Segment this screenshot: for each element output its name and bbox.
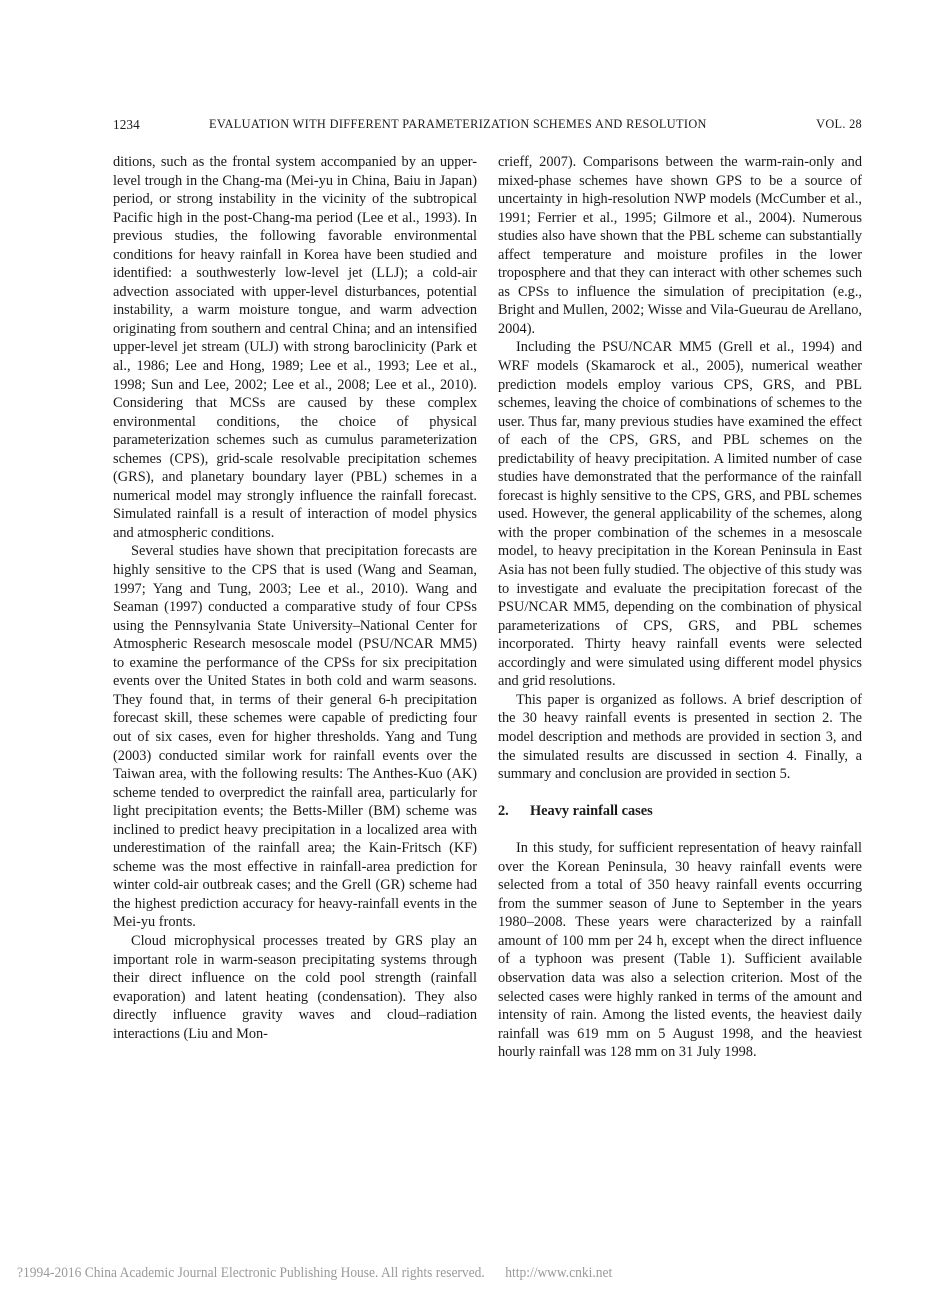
page-number: 1234	[113, 117, 140, 132]
copyright-text: ?1994-2016 China Academic Journal Electronic Publishing House. All rights reserved.	[17, 1265, 485, 1281]
left-column	[113, 153, 477, 1043]
paragraph: Cloud microphysical processes treated by GRS play an important role in warm-season precipitating systems through their direct influence on the cold pool strength (rainfall evaporation) and latent heating (condensation). They also directly influence gravity waves and cloud–radiation interactions (Liu and Mon-	[113, 932, 477, 1042]
paragraph: ditions, such as the frontal system accompanied by an upper-level trough in the Chang-ma (Mei-yu in China, Baiu in Japan) period, or strong instability in the vicinity of the subtropical Pacific high in the post-Chang-ma period (Lee et al., 1993). In previous studies, the following favorable environmental conditions for heavy rainfall in Korea have been studied and identified: a southwesterly low-level jet (LLJ); a cold-air advection associated with upper-level disturbances, potential instability, a warm moisture tongue, and warm advection originating from southern and central China; and an intensified upper-level jet stream (ULJ) with strong baroclinicity (Park et al., 1986; Lee and Hong, 1989; Lee et al., 1993; Lee et al., 1998; Sun and Lee, 2002; Lee et al., 2008; Lee et al., 2010). Considering that MCSs are caused by these complex environmental conditions, the choice of physical parameterization schemes such as cumulus parameterization schemes (CPS), grid-scale resolvable precipitation schemes (GRS), and planetary boundary layer (PBL) schemes in a numerical model may strongly influence the rainfall forecast. Simulated rainfall is a result of interaction of model physics and atmospheric conditions.	[113, 154, 477, 541]
paragraph: In this study, for sufficient representation of heavy rainfall over the Korean Peninsula, 30 heavy rainfall events were selected from a total of 350 heavy rainfall events occurring from the summer season of June to September in the years 1980–2008. These years were characterized by a rainfall amount of 100 mm per 24 h, except when the direct influence of a typhoon was present (Table 1). Sufficient available observation data was also a selection criterion. Most of the selected cases were highly ranked in terms of the amount and intensity of rain. Among the listed events, the heaviest daily rainfall was 619 mm on 5 August 1998, and the heaviest hourly rainfall was 128 mm on 31 July 1998.	[498, 840, 862, 1061]
paragraph: Including the PSU/NCAR MM5 (Grell et al., 1994) and WRF models (Skamarock et al., 2005), numerical weather prediction models employ various CPS, GRS, and PBL schemes, leaving the choice of combinations of schemes to the user. Thus far, many previous studies have examined the effect of each of the CPS, GRS, and PBL schemes on the predictability of heavy precipitation. A limited number of case studies have demonstrated that the performance of the rainfall forecast is highly sensitive to the CPS, GRS, and PBL schemes used. However, the general applicability of the schemes, along with the proper combination of the schemes in a mesoscale model, to heavy precipitation in the Korean Peninsula in East Asia has not been fully studied. The objective of this study was to investigate and evaluate the precipitation forecast of the PSU/NCAR MM5, depending on the combination of physical parameterizations of CPS, GRS, and PBL schemes incorporated. Thirty heavy rainfall events were selected accordingly and were simulated using different model physics and grid resolutions.	[498, 339, 862, 690]
section-heading	[498, 802, 862, 821]
paragraph: This paper is organized as follows. A brief description of the 30 heavy rainfall events is presented in section 2. The model description and methods are provided in section 3, and the simulated results are discussed in section 4. Finally, a summary and conclusion are provided in section 5.	[498, 691, 862, 783]
paragraph: crieff, 2007). Comparisons between the warm-rain-only and mixed-phase schemes have shown GPS to be a source of uncertainty in high-resolution NWP models (McCumber et al., 1991; Ferrier et al., 1995; Gilmore et al., 2004). Numerous studies also have shown that the PBL scheme can substantially affect temperature and moisture profiles in the lower troposphere and that they can interact with other schemes such as CPSs to influence the simulation of precipitation (e.g., Bright and Mullen, 2002; Wisse and Vila-Gueurau de Arellano, 2004).	[498, 154, 862, 337]
running-header	[113, 117, 862, 135]
footer-url[interactable]: http://www.cnki.net	[505, 1265, 613, 1281]
copyright-footer	[17, 1265, 854, 1282]
paragraph: Several studies have shown that precipitation forecasts are highly sensitive to the CPS that is used (Wang and Seaman, 1997; Yang and Tung, 2003; Lee et al., 2010). Wang and Seaman (1997) conducted a comparative study of four CPSs using the Pennsylvania State University–National Center for Atmospheric Research mesoscale model (PSU/NCAR MM5) to examine the performance of the CPSs for six precipitation events over the United States in both cold and warm seasons. They found that, in terms of their general 6-h precipitation forecast skill, these schemes were capable of predicting four out of six cases, even for higher thresholds. Yang and Tung (2003) conducted similar work for rainfall events over the Taiwan area, with the following results: The Anthes-Kuo (AK) scheme tended to overpredict the rainfall area, particularly for light precipitation events; the Betts-Miller (BM) scheme was inclined to predict heavy precipitation in a localized area with underestimation of the rainfall area; the Kain-Fritsch (KF) scheme was the most effective in rainfall-area prediction for winter cold-air outbreak cases; and the Grell (GR) scheme had the highest prediction accuracy for heavy-rainfall events in the Mei-yu fronts.	[113, 543, 477, 931]
section-number: 2.	[498, 803, 509, 820]
right-column	[498, 153, 862, 1062]
section-title: Heavy rainfall cases	[530, 803, 653, 820]
volume-label: VOL. 28	[816, 117, 862, 131]
running-title: EVALUATION WITH DIFFERENT PARAMETERIZATION SCHEMES AND RESOLUTION	[209, 117, 707, 131]
